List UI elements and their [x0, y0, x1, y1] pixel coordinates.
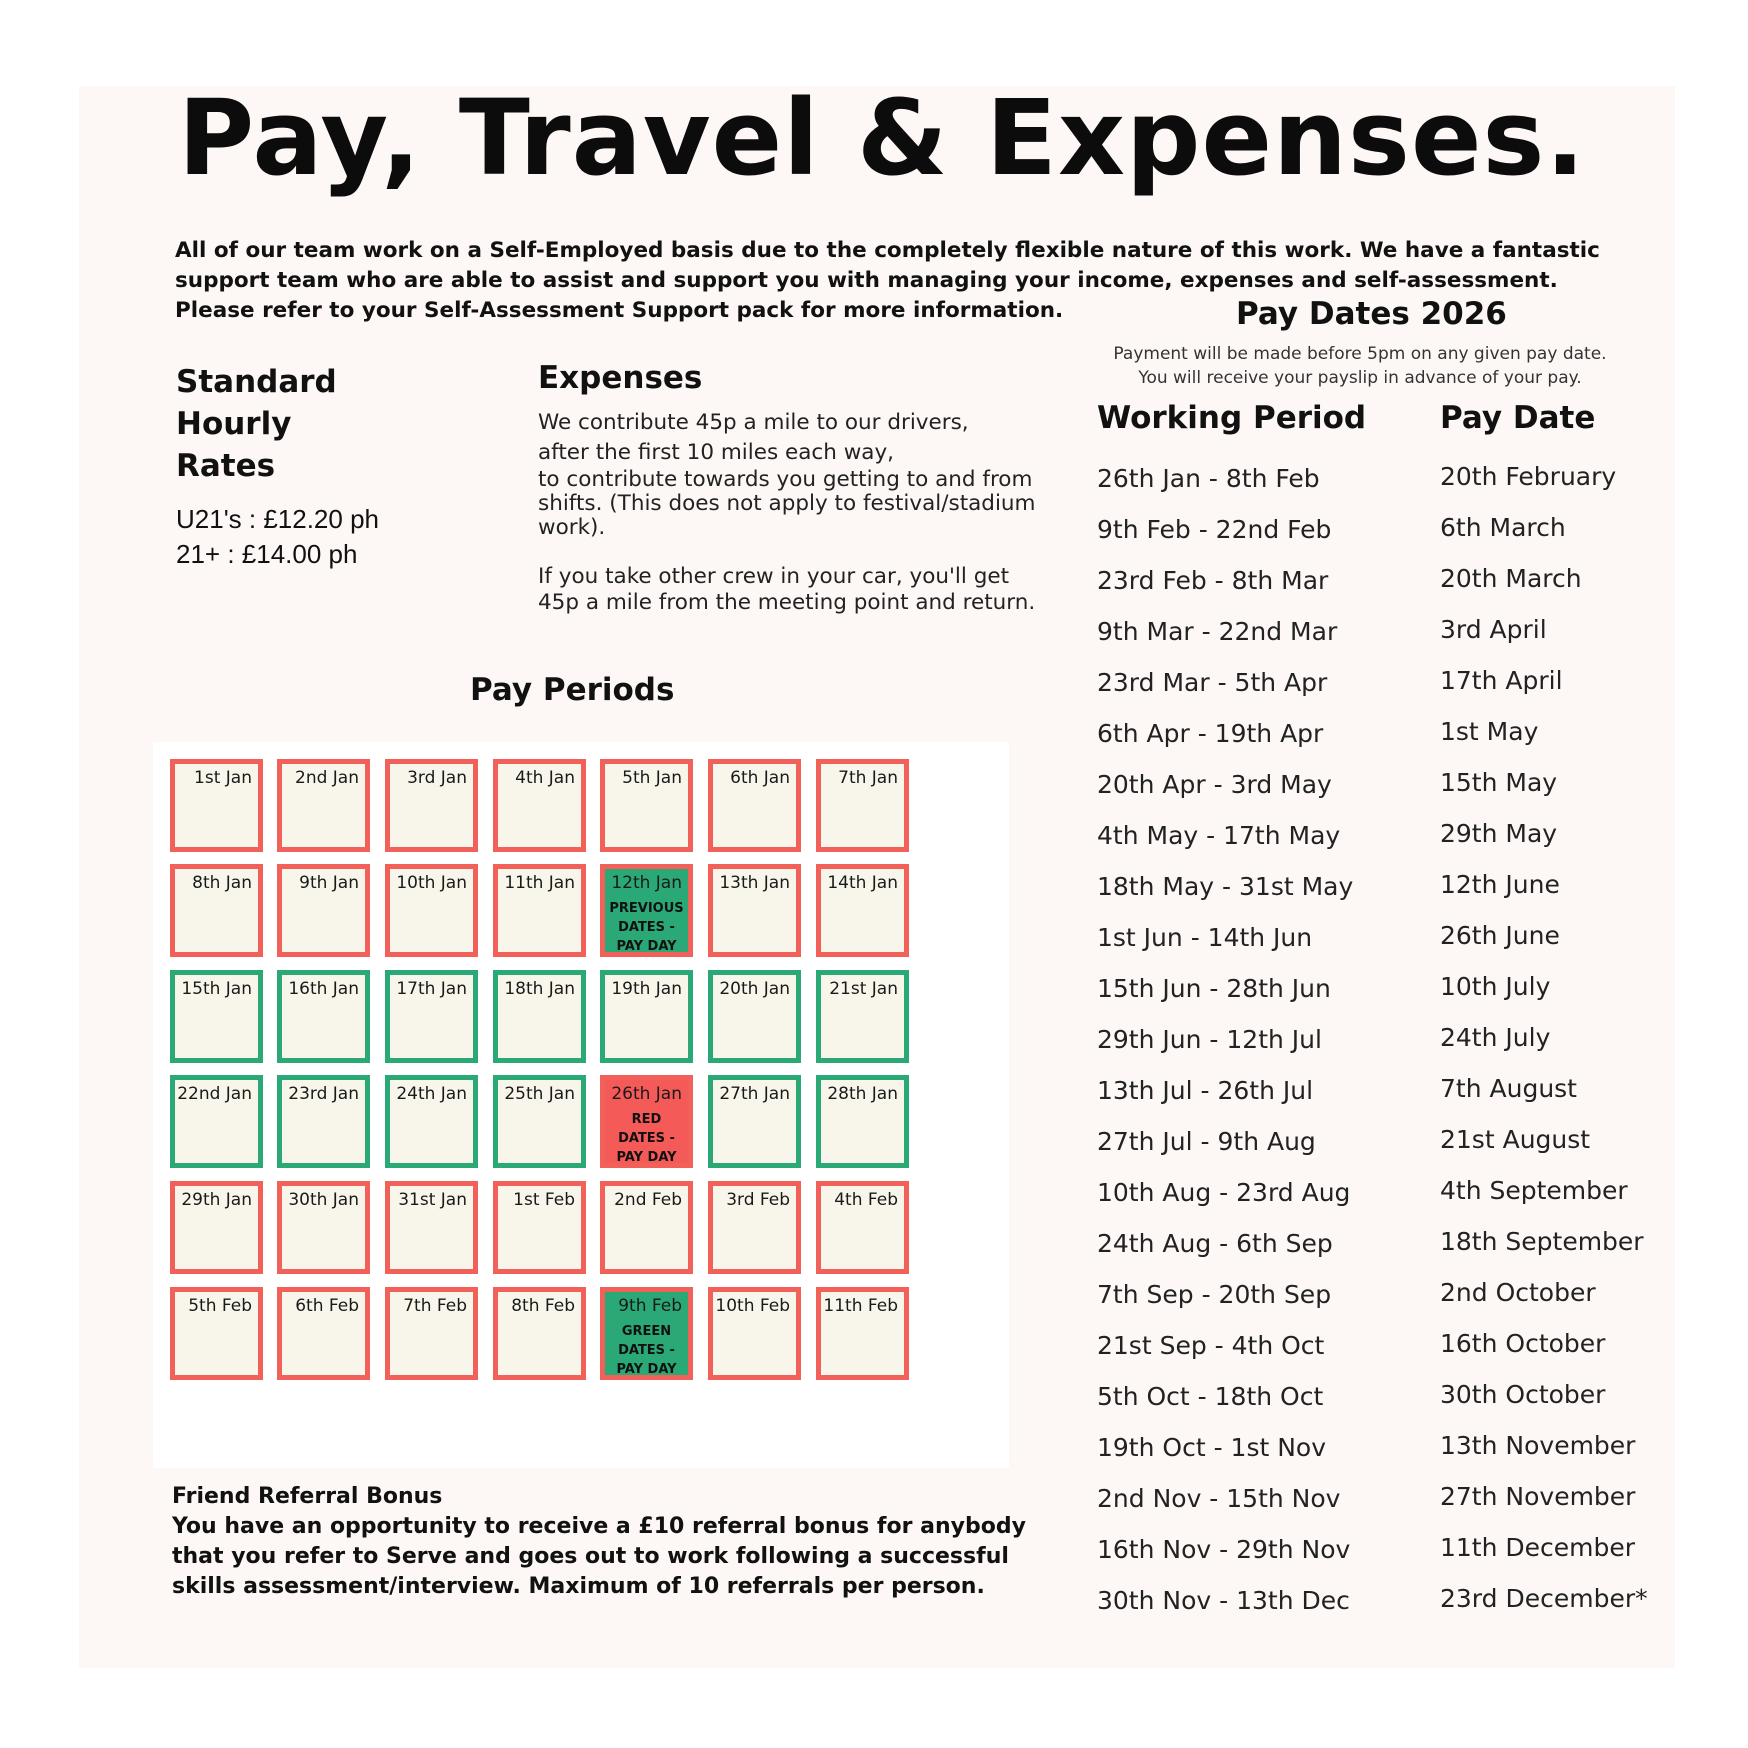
working-period-cell: 2nd Nov - 15th Nov [1097, 1484, 1341, 1513]
pay-day-note: RED DATES - PAY DAY [616, 1112, 677, 1165]
calendar-day-label: 24th Jan [396, 1084, 467, 1104]
pay-date-cell: 29th May [1440, 819, 1558, 848]
calendar-day-label: 5th Feb [188, 1296, 252, 1316]
calendar-day-label: 28th Jan [827, 1084, 898, 1104]
calendar-day-label: 30th Jan [288, 1190, 359, 1210]
calendar-day-cell [385, 1181, 478, 1274]
calendar-day-label: 31st Jan [398, 1190, 467, 1210]
calendar-day-cell [493, 759, 586, 852]
calendar-day-label: 18th Jan [504, 979, 575, 999]
calendar-day-label: 4th Feb [834, 1190, 898, 1210]
calendar-day-cell [170, 970, 263, 1063]
working-period-cell: 15th Jun - 28th Jun [1097, 974, 1331, 1003]
calendar-day-cell [493, 970, 586, 1063]
calendar-day-cell [493, 864, 586, 957]
working-period-cell: 5th Oct - 18th Oct [1097, 1382, 1324, 1411]
intro-line: All of our team work on a Self-Employed basis due to the completely flexible nature of this work. We have a fantastic [175, 238, 1600, 263]
pay-date-cell: 12th June [1440, 870, 1560, 899]
expenses-line: to contribute towards you getting to and from [538, 467, 1033, 492]
working-period-cell: 7th Sep - 20th Sep [1097, 1280, 1332, 1309]
pay-date-cell: 2nd October [1440, 1278, 1596, 1307]
calendar-day-label: 7th Jan [838, 768, 898, 788]
calendar-day-label: 6th Feb [295, 1296, 359, 1316]
calendar-day-cell [816, 970, 909, 1063]
calendar-day-cell [600, 1287, 693, 1380]
calendar-day-cell [277, 759, 370, 852]
calendar-day-cell [708, 759, 801, 852]
working-period-cell: 21st Sep - 4th Oct [1097, 1331, 1325, 1360]
calendar-day-cell [816, 1287, 909, 1380]
calendar-day-cell [600, 864, 693, 957]
pay-date-cell: 18th September [1440, 1227, 1644, 1256]
working-period-cell: 23rd Mar - 5th Apr [1097, 668, 1328, 697]
calendar-day-label: 9th Feb [618, 1296, 682, 1316]
calendar-day-cell [277, 1181, 370, 1274]
calendar-day-label: 22nd Jan [177, 1084, 252, 1104]
calendar-day-label: 6th Jan [730, 768, 790, 788]
pay-periods-heading: Pay Periods [470, 672, 675, 708]
pay-date-cell: 27th November [1440, 1482, 1636, 1511]
expenses-line: shifts. (This does not apply to festival/stadium [538, 491, 1036, 516]
calendar-day-cell [816, 1181, 909, 1274]
calendar-day-label: 15th Jan [181, 979, 252, 999]
working-period-cell: 9th Feb - 22nd Feb [1097, 515, 1332, 544]
calendar-day-label: 7th Feb [403, 1296, 467, 1316]
calendar-day-cell [708, 1181, 801, 1274]
pay-date-heading: Pay Date [1440, 400, 1596, 436]
intro-line: support team who are able to assist and support you with managing your income, expenses and self-assessment. [175, 268, 1558, 293]
calendar-day-cell [493, 1287, 586, 1380]
calendar-day-cell [600, 1075, 693, 1168]
calendar-day-label: 12th Jan [611, 873, 682, 893]
pay-dates-note: You will receive your payslip in advance of your pay. [1138, 368, 1582, 388]
calendar-day-label: 16th Jan [288, 979, 359, 999]
pay-dates-note: Payment will be made before 5pm on any given pay date. [1113, 344, 1607, 364]
working-period-cell: 16th Nov - 29th Nov [1097, 1535, 1351, 1564]
pay-date-cell: 16th October [1440, 1329, 1606, 1358]
calendar-day-label: 19th Jan [611, 979, 682, 999]
working-period-cell: 18th May - 31st May [1097, 872, 1354, 901]
calendar-day-cell [277, 1075, 370, 1168]
expenses-heading: Expenses [538, 360, 703, 396]
pay-periods-calendar [153, 742, 1009, 1468]
calendar-day-label: 1st Jan [194, 768, 252, 788]
pay-date-cell: 15th May [1440, 768, 1558, 797]
pay-day-note: GREEN DATES - PAY DAY [616, 1324, 677, 1377]
calendar-day-label: 26th Jan [611, 1084, 682, 1104]
calendar-day-label: 17th Jan [396, 979, 467, 999]
expenses-line: after the first 10 miles each way, [538, 440, 895, 465]
referral-line: You have an opportunity to receive a £10 referral bonus for anybody [172, 1514, 1026, 1539]
calendar-day-label: 2nd Feb [614, 1190, 682, 1210]
pay-day-note: PREVIOUS DATES - PAY DAY [609, 901, 684, 954]
pay-date-cell: 30th October [1440, 1380, 1606, 1409]
working-period-cell: 24th Aug - 6th Sep [1097, 1229, 1333, 1258]
expenses-line: If you take other crew in your car, you'll get [538, 564, 1009, 589]
calendar-day-cell [708, 1287, 801, 1380]
calendar-day-label: 13th Jan [719, 873, 790, 893]
pay-date-cell: 17th April [1440, 666, 1563, 695]
expenses-line: work). [538, 515, 606, 540]
rates-heading-line: Rates [176, 448, 276, 484]
calendar-day-label: 11th Jan [504, 873, 575, 893]
pay-date-cell: 24th July [1440, 1023, 1551, 1052]
calendar-day-cell [170, 1075, 263, 1168]
calendar-day-cell [170, 759, 263, 852]
working-period-cell: 23rd Feb - 8th Mar [1097, 566, 1329, 595]
working-period-cell: 10th Aug - 23rd Aug [1097, 1178, 1351, 1207]
referral-title: Friend Referral Bonus [172, 1484, 443, 1509]
pay-date-cell: 1st May [1440, 717, 1539, 746]
calendar-day-label: 10th Feb [715, 1296, 790, 1316]
expenses-line: We contribute 45p a mile to our drivers, [538, 410, 969, 435]
calendar-day-label: 10th Jan [396, 873, 467, 893]
pay-date-cell: 26th June [1440, 921, 1560, 950]
rates-heading [176, 361, 436, 487]
working-period-cell: 26th Jan - 8th Feb [1097, 464, 1320, 493]
working-period-cell: 20th Apr - 3rd May [1097, 770, 1332, 799]
calendar-day-label: 27th Jan [719, 1084, 790, 1104]
calendar-day-cell [170, 864, 263, 957]
pay-date-cell: 13th November [1440, 1431, 1636, 1460]
working-period-cell: 29th Jun - 12th Jul [1097, 1025, 1322, 1054]
calendar-day-cell [385, 1075, 478, 1168]
calendar-day-cell [600, 970, 693, 1063]
working-period-cell: 9th Mar - 22nd Mar [1097, 617, 1338, 646]
calendar-day-cell [170, 1181, 263, 1274]
working-period-cell: 13th Jul - 26th Jul [1097, 1076, 1314, 1105]
calendar-day-label: 25th Jan [504, 1084, 575, 1104]
calendar-day-label: 3rd Feb [726, 1190, 790, 1210]
pay-date-cell: 23rd December* [1440, 1584, 1648, 1613]
calendar-day-cell [385, 759, 478, 852]
calendar-day-label: 21st Jan [829, 979, 898, 999]
rates-list [176, 502, 379, 572]
calendar-day-cell [385, 1287, 478, 1380]
calendar-day-cell [708, 1075, 801, 1168]
calendar-day-label: 4th Jan [515, 768, 575, 788]
rates-heading-line: Standard [176, 364, 337, 400]
calendar-day-label: 3rd Jan [407, 768, 467, 788]
working-period-cell: 27th Jul - 9th Aug [1097, 1127, 1316, 1156]
page-title: Pay, Travel & Expenses. [178, 77, 1586, 199]
working-period-cell: 6th Apr - 19th Apr [1097, 719, 1324, 748]
working-period-cell: 19th Oct - 1st Nov [1097, 1433, 1327, 1462]
calendar-day-cell [708, 970, 801, 1063]
pay-date-cell: 4th September [1440, 1176, 1628, 1205]
pay-date-cell: 20th March [1440, 564, 1582, 593]
calendar-day-cell [816, 864, 909, 957]
working-period-cell: 4th May - 17th May [1097, 821, 1341, 850]
working-period-cell: 30th Nov - 13th Dec [1097, 1586, 1350, 1615]
calendar-day-cell [493, 1075, 586, 1168]
calendar-day-label: 8th Feb [511, 1296, 575, 1316]
calendar-day-cell [385, 864, 478, 957]
working-period-heading: Working Period [1097, 400, 1367, 436]
rates-heading-line: Hourly [176, 406, 292, 442]
calendar-day-cell [708, 864, 801, 957]
pay-date-cell: 21st August [1440, 1125, 1591, 1154]
calendar-day-label: 1st Feb [513, 1190, 575, 1210]
calendar-day-label: 20th Jan [719, 979, 790, 999]
pay-date-cell: 6th March [1440, 513, 1566, 542]
pay-date-cell: 7th August [1440, 1074, 1577, 1103]
calendar-day-label: 5th Jan [622, 768, 682, 788]
rate-21-plus: 21+ : £14.00 ph [176, 539, 358, 569]
calendar-day-cell [600, 759, 693, 852]
pay-dates-title: Pay Dates 2026 [1236, 296, 1507, 332]
calendar-day-label: 2nd Jan [295, 768, 359, 788]
calendar-day-cell [816, 759, 909, 852]
calendar-day-label: 9th Jan [299, 873, 359, 893]
intro-line: Please refer to your Self-Assessment Support pack for more information. [175, 298, 1064, 323]
pay-date-cell: 3rd April [1440, 615, 1547, 644]
calendar-day-cell [170, 1287, 263, 1380]
calendar-day-cell [816, 1075, 909, 1168]
rate-u21: U21's : £12.20 ph [176, 504, 379, 534]
calendar-day-cell [385, 970, 478, 1063]
working-period-cell: 1st Jun - 14th Jun [1097, 923, 1313, 952]
calendar-day-cell [600, 1181, 693, 1274]
calendar-day-cell [277, 864, 370, 957]
pay-date-cell: 11th December [1440, 1533, 1636, 1562]
calendar-day-label: 11th Feb [823, 1296, 898, 1316]
referral-line: that you refer to Serve and goes out to work following a successful [172, 1544, 1009, 1569]
calendar-day-label: 8th Jan [192, 873, 252, 893]
pay-date-cell: 10th July [1440, 972, 1551, 1001]
referral-line: skills assessment/interview. Maximum of 10 referrals per person. [172, 1574, 985, 1599]
referral-text [172, 1512, 1026, 1602]
calendar-day-cell [277, 1287, 370, 1380]
calendar-day-cell [493, 1181, 586, 1274]
expenses-line: 45p a mile from the meeting point and return. [538, 590, 1036, 615]
calendar-day-cell [277, 970, 370, 1063]
pay-dates-subtitle [1080, 342, 1640, 390]
expenses-text [538, 408, 1058, 616]
calendar-day-label: 29th Jan [181, 1190, 252, 1210]
calendar-day-label: 23rd Jan [288, 1084, 359, 1104]
calendar-day-label: 14th Jan [827, 873, 898, 893]
pay-date-cell: 20th February [1440, 462, 1617, 491]
